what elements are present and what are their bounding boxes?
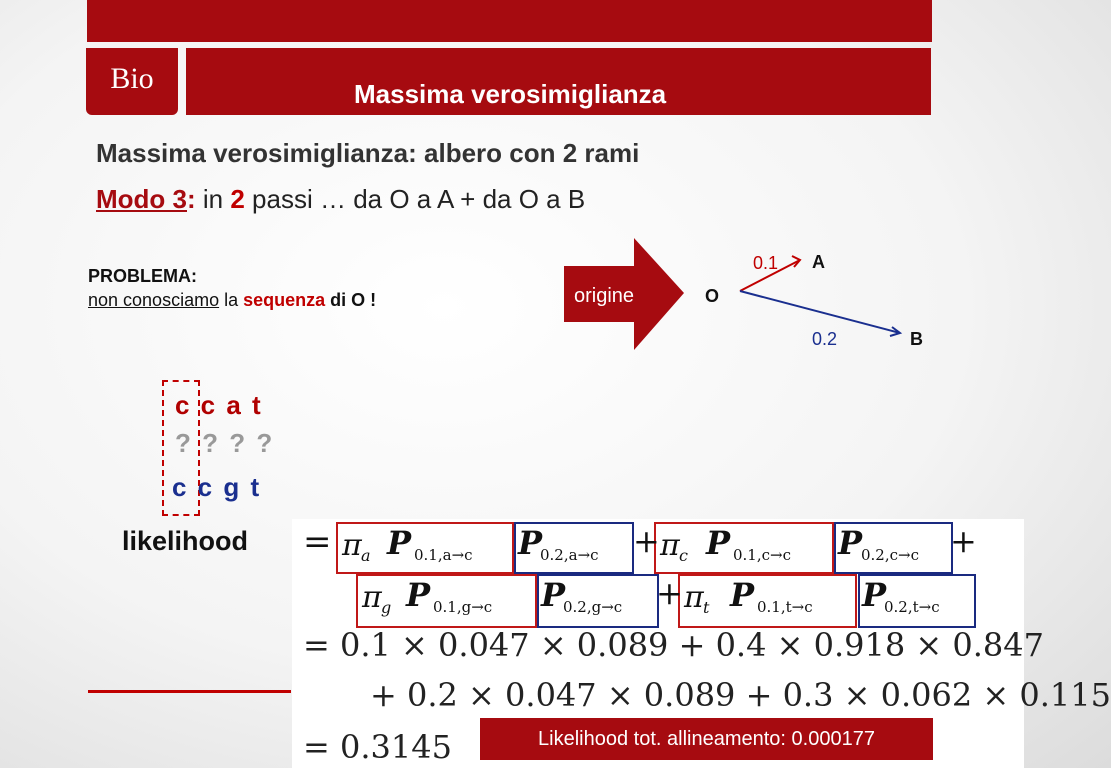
p-subscript: 0.2,a→c [540, 546, 599, 564]
p-subscript: 0.2,g→c [563, 598, 623, 616]
node-b: B [910, 329, 923, 349]
pi-symbol: π [660, 528, 680, 563]
eq-sign: = [303, 522, 332, 562]
p-subscript: 0.1,g→c [433, 598, 493, 616]
problema-title: PROBLEMA: [88, 266, 197, 286]
problema-underlined: non conosciamo [88, 290, 220, 310]
p-subscript: 0.1,t→c [757, 598, 813, 616]
sequence-unknown: ? ? ? ? [175, 428, 275, 458]
node-o: O [705, 286, 720, 306]
equation-line-4: + 0.2 × 0.047 × 0.089 + 0.3 × 0.062 × 0.115 [370, 676, 1111, 714]
plus-sign: + [950, 522, 977, 560]
problema-la: la [219, 290, 244, 310]
p-symbol: P [730, 576, 755, 614]
problema-block [88, 264, 376, 312]
pi-subscript: t [703, 598, 710, 617]
modo-label: Modo 3 [96, 184, 187, 214]
modo-in: in [195, 184, 231, 214]
p-subscript: 0.1,a→c [414, 546, 473, 564]
p-symbol: P [862, 576, 887, 614]
node-a: A [812, 252, 825, 272]
pi-subscript: g [381, 598, 392, 617]
branch-a-length: 0.1 [753, 253, 779, 273]
sequence-bottom: c c g t [172, 472, 262, 502]
branch-ob [740, 291, 900, 333]
p-symbol: P [406, 576, 431, 614]
top-bar [87, 0, 932, 42]
problema-text [88, 288, 376, 312]
origine-label: origine [574, 285, 635, 307]
modo-colon: : [187, 184, 196, 214]
problema-sequenza: sequenza [243, 290, 326, 310]
plus-sign: + [656, 574, 683, 612]
p-subscript: 0.2,t→c [884, 598, 940, 616]
plus-sign: + [633, 522, 660, 560]
p-symbol: P [541, 576, 566, 614]
p-symbol: P [518, 524, 543, 562]
p-symbol: P [387, 524, 412, 562]
p-subscript: 0.2,c→c [861, 546, 919, 564]
page-title: Massima verosimiglianza [354, 79, 667, 109]
sequence-top: c c a t [175, 390, 263, 420]
pi-subscript: c [679, 546, 688, 565]
branch-b-length: 0.2 [812, 329, 838, 349]
divider-line [88, 690, 291, 693]
p-symbol: P [706, 524, 731, 562]
equation-line-5: = 0.3145 [303, 728, 452, 766]
p-symbol: P [838, 524, 863, 562]
section-tab: Bio [86, 48, 178, 115]
pi-symbol: π [342, 528, 362, 563]
tree-diagram [560, 236, 960, 356]
pi-symbol: π [684, 580, 704, 615]
modo-line [96, 184, 585, 215]
modo-number: 2 [230, 184, 245, 214]
pi-subscript: a [361, 546, 371, 565]
title-bar [186, 48, 931, 115]
problema-rest: di O ! [325, 290, 377, 310]
equation-line-3: = 0.1 × 0.047 × 0.089 + 0.4 × 0.918 × 0.847 [303, 626, 1044, 664]
pi-symbol: π [362, 580, 382, 615]
likelihood-label: likelihood [122, 526, 249, 556]
slide-heading: Massima verosimiglianza: albero con 2 rami [96, 138, 640, 168]
p-subscript: 0.1,c→c [733, 546, 791, 564]
likelihood-result-box: Likelihood tot. allineamento: 0.000177 [480, 718, 933, 760]
modo-rest: passi … da O a A + da O a B [244, 184, 586, 214]
